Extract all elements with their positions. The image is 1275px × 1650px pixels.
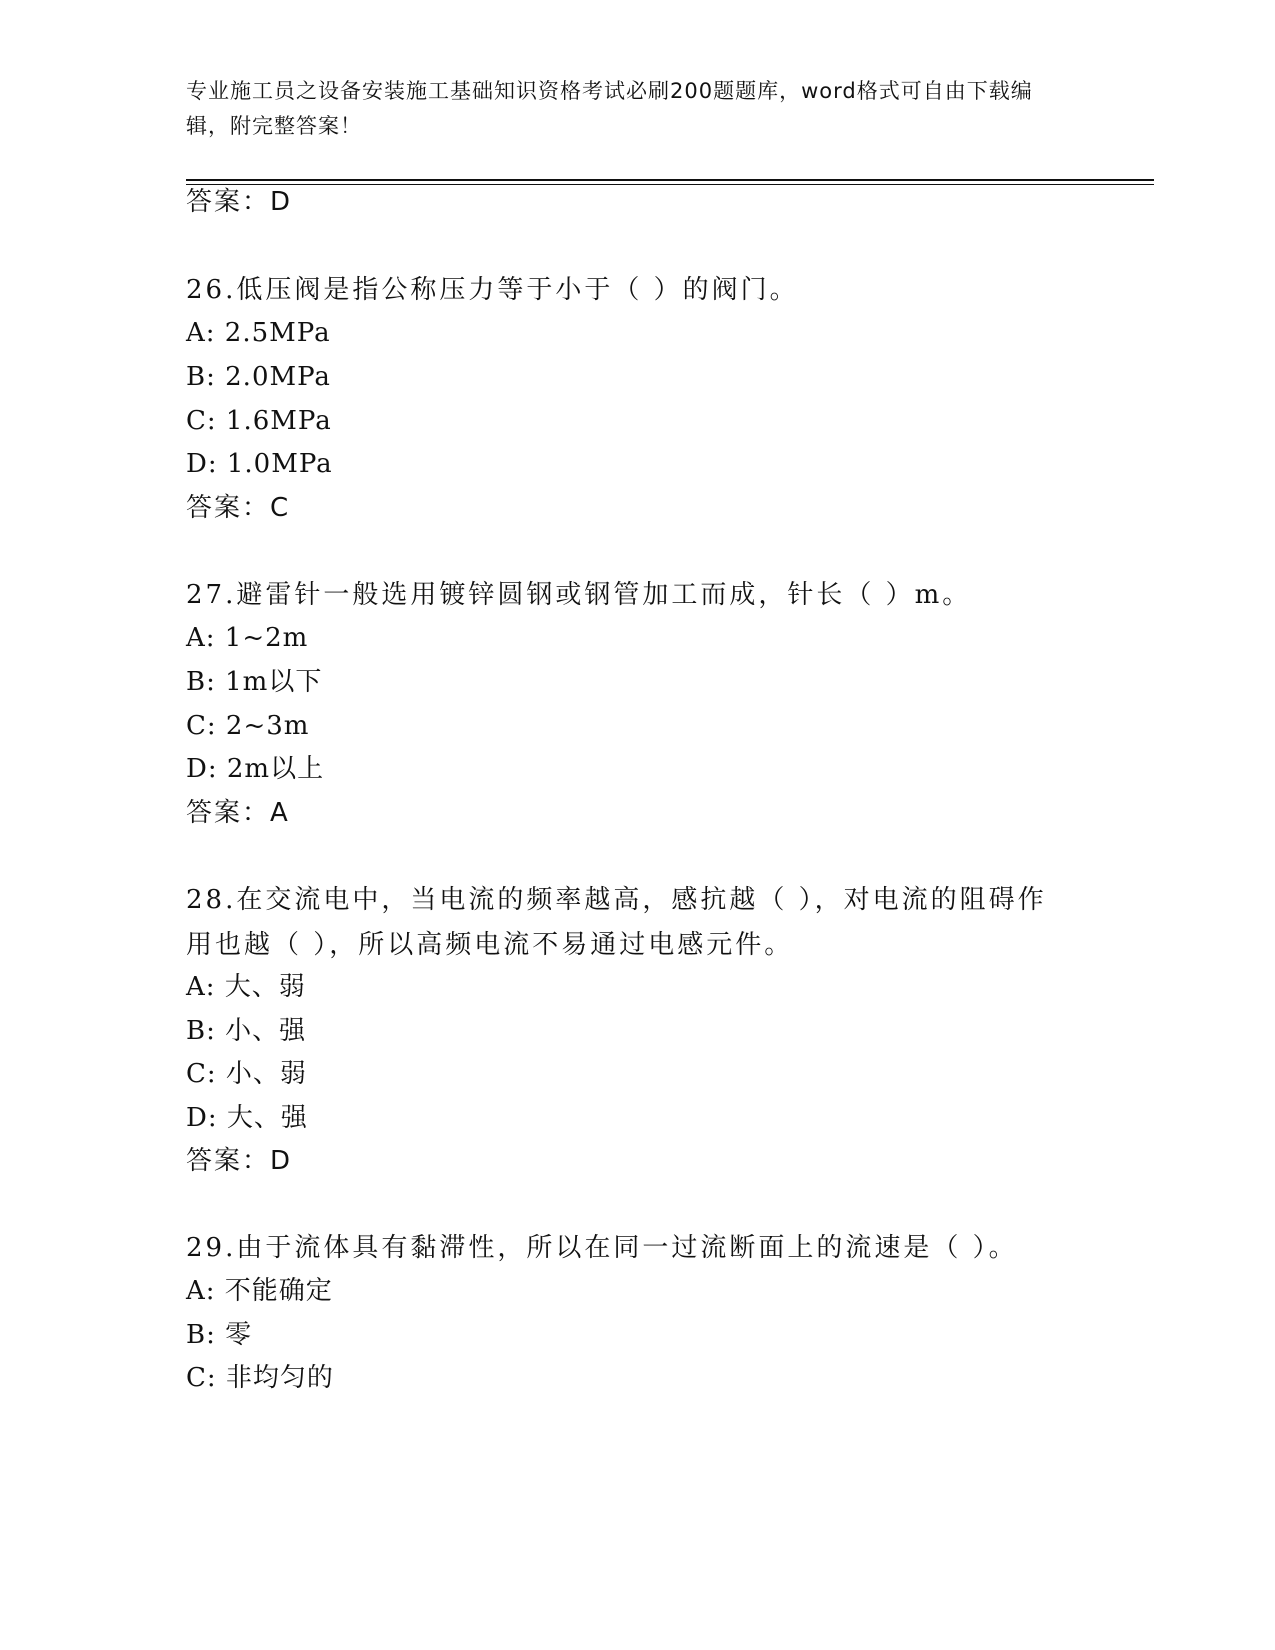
question-26-stem: 26.低压阀是指公称压力等于小于（ ）的阀门。: [186, 275, 799, 305]
question-28-option-c: C: 小、弱: [186, 1059, 307, 1089]
question-28-stem: 28.在交流电中，当电流的频率越高，感抗越（ ），对电流的阻碍作用也越（ ），所以高频电流不易通过电感元件。: [186, 885, 1047, 960]
question-27-answer: 答案：A: [186, 798, 290, 828]
header-rule-thick: [186, 179, 1154, 181]
question-29-stem: 29.由于流体具有黏滞性，所以在同一过流断面上的流速是（ ）。: [186, 1233, 1018, 1263]
question-28-option-d: D: 大、强: [186, 1103, 308, 1133]
question-27-option-a: A: 1~2m: [186, 623, 309, 653]
header-rule-thin: [186, 184, 1154, 185]
question-28-option-b: B: 小、强: [186, 1016, 307, 1046]
question-29-option-b: B: 零: [186, 1320, 253, 1350]
question-26-option-d: D: 1.0MPa: [186, 449, 333, 479]
question-26-option-c: C: 1.6MPa: [186, 406, 332, 436]
question-27-option-b: B: 1m以下: [186, 667, 323, 697]
question-28-answer: 答案：D: [186, 1146, 293, 1176]
question-26-option-a: A: 2.5MPa: [186, 318, 331, 348]
previous-answer: 答案：D: [186, 187, 293, 217]
document-header: 专业施工员之设备安装施工基础知识资格考试必刷200题题库，word格式可自由下载编辑，附完整答案！: [186, 79, 1033, 138]
question-29-option-a: A: 不能确定: [186, 1276, 333, 1306]
question-27-stem: 27.避雷针一般选用镀锌圆钢或钢管加工而成，针长（ ）m。: [186, 580, 972, 610]
question-27-option-c: C: 2~3m: [186, 711, 310, 741]
question-28-option-a: A: 大、弱: [186, 972, 306, 1002]
question-26-option-b: B: 2.0MPa: [186, 362, 331, 392]
question-27-option-d: D: 2m以上: [186, 754, 325, 784]
question-29-option-c: C: 非均匀的: [186, 1363, 334, 1393]
question-26-answer: 答案：C: [186, 493, 291, 523]
